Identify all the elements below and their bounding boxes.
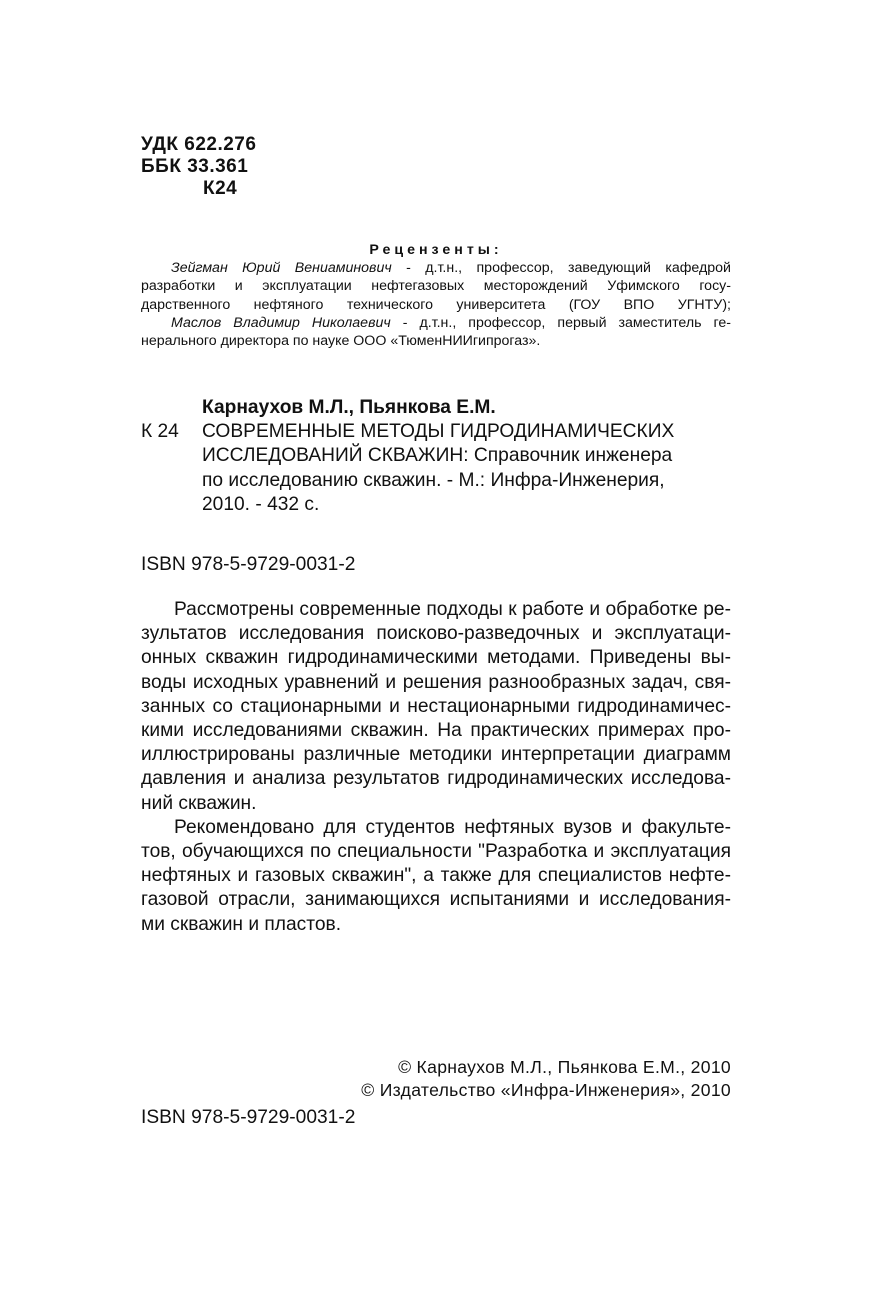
title-line: ИССЛЕДОВАНИЙ СКВАЖИН: Справочник инженера: [202, 445, 673, 467]
isbn-bottom: ISBN 978-5-9729-0031-2: [141, 1107, 356, 1128]
reviewers-heading: Рецензенты:: [369, 242, 503, 258]
annotation-line: ми скважин и пластов.: [141, 913, 342, 935]
annotation-line: тов, обучающихся по специальности "Разработка и эксплуатация: [141, 841, 731, 863]
annotation-line: давления и анализа результатов гидродинамических исследова-: [141, 768, 731, 790]
reviewer-line: Маслов Владимир Николаевич - д.т.н., профессор, первый заместитель ге-: [171, 314, 731, 331]
bib-code: К 24: [141, 421, 179, 443]
copyright-block: [361, 1056, 731, 1102]
isbn-top: ISBN 978-5-9729-0031-2: [141, 554, 356, 575]
annotation-line: занных со стационарными и нестационарными гидродинамичес-: [141, 695, 731, 717]
classification-block: [141, 134, 256, 200]
annotation-line: онных скважин гидродинамическими методами. Приведены вы-: [141, 647, 731, 669]
reviewer-line: разработки и эксплуатации нефтегазовых месторождений Уфимского госу-: [141, 278, 731, 295]
title-line: К 24 СОВРЕМЕННЫЕ МЕТОДЫ ГИДРОДИНАМИЧЕСКИХ: [141, 420, 731, 444]
bibliographic-record: [141, 396, 731, 517]
title-line: 2010. - 432 с.: [202, 493, 320, 515]
udk-code: УДК 622.276: [141, 134, 257, 155]
copyright-authors: © Карнаухов М.Л., Пьянкова Е.М., 2010: [398, 1057, 731, 1077]
reviewer-line: Зейгман Юрий Вениаминович - д.т.н., профессор, заведующий кафедрой: [171, 260, 731, 277]
bbk-code: ББК 33.361: [141, 156, 249, 177]
reviewer-line: нерального директора по науке ООО «ТюменНИИгипрогаз».: [141, 333, 541, 350]
annotation: [141, 598, 731, 937]
annotation-line: Рассмотрены современные подходы к работе и обработке ре-: [174, 599, 731, 620]
annotation-line: ний скважин.: [141, 792, 257, 814]
annotation-line: зультатов исследования поисково-разведочных и эксплуатаци-: [141, 623, 731, 645]
author-mark: К24: [203, 178, 238, 199]
reviewer-name: Зейгман Юрий Вениаминович: [171, 260, 392, 277]
copyright-publisher: © Издательство «Инфра-Инженерия», 2010: [361, 1080, 731, 1100]
annotation-line: иллюстрированы различные методики интерпретации диаграмм: [141, 744, 731, 766]
reviewers-block: [141, 241, 731, 350]
authors: Карнаухов М.Л., Пьянкова Е.М.: [202, 397, 496, 418]
annotation-line: кими исследованиями скважин. На практических примерах про-: [141, 720, 731, 742]
annotation-line: Рекомендовано для студентов нефтяных вузов и факульте-: [174, 816, 731, 838]
reviewer-name: Маслов Владимир Николаевич: [171, 314, 391, 331]
annotation-line: газовой отрасли, занимающихся испытаниями и исследования-: [141, 889, 731, 911]
reviewer-line: дарственного нефтяного технического университета (ГОУ ВПО УГНТУ);: [141, 296, 731, 313]
title-line: по исследованию скважин. - М.: Инфра-Инженерия,: [202, 469, 665, 491]
annotation-line: нефтяных и газовых скважин", а также для специалистов нефте-: [141, 865, 731, 887]
annotation-line: воды исходных уравнений и решения разнообразных задач, свя-: [141, 671, 731, 693]
